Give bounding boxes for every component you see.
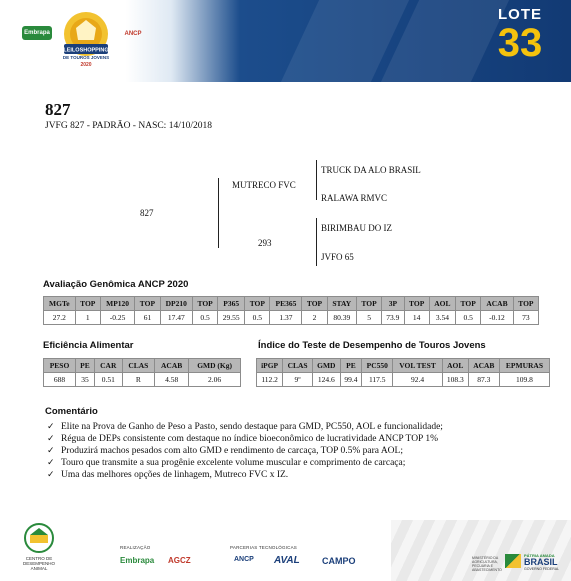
table-cell: 27.2 <box>44 311 76 325</box>
table-header: EPMURAS <box>499 359 549 373</box>
table-header: AOL <box>442 359 468 373</box>
table-cell: 61 <box>135 311 160 325</box>
pedigree-dam-sire: BIRIMBAU DO IZ <box>321 223 392 233</box>
table-cell: 29.55 <box>218 311 245 325</box>
table-header: PESO <box>44 359 76 373</box>
list-item: ✓ Produzirá machos pesados com alto GMD e rendimento de carcaça, TOP 0.5% para AOL; <box>45 445 545 457</box>
table-header: TOP <box>193 297 218 311</box>
event-line2: DE TOUROS JOVENS <box>62 55 110 60</box>
event-logo <box>54 8 118 72</box>
realizacao-embrapa: Embrapa <box>120 556 155 565</box>
comments-title: Comentário <box>45 406 98 417</box>
table-row <box>44 311 539 325</box>
table-cell: 124.6 <box>312 373 340 387</box>
table-cell: 2 <box>302 311 327 325</box>
table-header: P365 <box>218 297 245 311</box>
table-cell: 2.06 <box>189 373 241 387</box>
page-header <box>0 0 571 82</box>
table-cell: R <box>122 373 155 387</box>
genomic-table <box>43 296 539 325</box>
table-header: TOP <box>302 297 327 311</box>
ministerio-text: MINISTÉRIO DA AGRICULTURA, PECUÁRIA E ABASTECIMENTO <box>472 556 502 572</box>
genomic-title: Avaliação Genômica ANCP 2020 <box>43 279 189 290</box>
table-cell: -0.25 <box>100 311 135 325</box>
table-header: GMD (Kg) <box>189 359 241 373</box>
pedigree-dam: 293 <box>258 238 272 248</box>
table-header: 3P <box>382 297 404 311</box>
table-cell: 3.54 <box>429 311 455 325</box>
performance-title: Índice do Teste de Desempenho de Touros Jovens <box>258 340 486 351</box>
animal-name: 827 <box>45 100 71 119</box>
table-header: TOP <box>245 297 270 311</box>
table-cell: 17.47 <box>160 311 193 325</box>
table-header: ACAB <box>155 359 189 373</box>
pedigree-sire-dam: RALAWA RMVC <box>321 193 388 203</box>
lote-box <box>491 6 549 63</box>
event-line1: LEILOSHOPPING <box>63 47 109 54</box>
comments-list <box>45 421 545 481</box>
parceria-campo: CAMPO <box>322 556 356 566</box>
embrapa-logo: Embrapa <box>22 26 52 40</box>
parceria-ancp: ANCP <box>234 556 254 563</box>
parceria-aval: AVAL <box>274 555 300 566</box>
realizacao-agcz: AGCZ <box>168 556 191 565</box>
list-item: ✓ Touro que transmite a sua progênie excelente volume muscular e comprimento de carcaça; <box>45 457 545 469</box>
pedigree-sire: MUTRECO FVC <box>232 180 296 190</box>
table-header: PE <box>75 359 94 373</box>
table-cell: 14 <box>404 311 429 325</box>
table-cell: 0.51 <box>94 373 122 387</box>
table-cell: 4.58 <box>155 373 189 387</box>
list-item: ✓ Uma das melhores opções de linhagem, Mutreco FVC x IZ. <box>45 469 545 481</box>
table-cell: 688 <box>44 373 76 387</box>
table-cell: 112.2 <box>257 373 283 387</box>
table-cell: 0.5 <box>193 311 218 325</box>
parcerias-label: PARCERIAS TECNOLÓGICAS <box>230 545 297 550</box>
table-header: iPGP <box>257 359 283 373</box>
table-header: TOP <box>75 297 100 311</box>
list-item: ✓ Régua de DEPs consistente com destaque no índice bioeconômico de lucratividade ANCP TOP 1% <box>45 433 545 445</box>
table-cell: 9º <box>283 373 313 387</box>
brasil-flag-icon <box>505 554 521 568</box>
feed-title: Eficiência Alimentar <box>43 340 134 351</box>
centro-logo <box>24 522 54 554</box>
animal-subtitle: JVFG 827 - PADRÃO - NASC: 14/10/2018 <box>45 121 212 131</box>
centro-text: CENTRO DE DESEMPENHO ANIMAL <box>22 556 55 571</box>
table-header: ACAB <box>481 297 514 311</box>
table-cell: 109.8 <box>499 373 549 387</box>
ancp-logo: ANCP <box>124 31 142 37</box>
table-cell: 1.37 <box>270 311 302 325</box>
table-cell: 1 <box>75 311 100 325</box>
gov-line3: GOVERNO FEDERAL <box>524 567 560 571</box>
table-header: DP210 <box>160 297 193 311</box>
table-header: CLAS <box>122 359 155 373</box>
table-header: PE365 <box>270 297 302 311</box>
event-year: 2020 <box>80 62 92 68</box>
table-header: TOP <box>513 297 538 311</box>
pedigree-sire-sire: TRUCK DA ALO BRASIL <box>321 165 421 175</box>
table-header: TOP <box>404 297 429 311</box>
table-header: VOL TEST <box>393 359 442 373</box>
table-cell: 73 <box>513 311 538 325</box>
comments-section <box>45 406 545 481</box>
table-cell: -0.12 <box>481 311 514 325</box>
table-header: CAR <box>94 359 122 373</box>
table-cell: 117.5 <box>362 373 393 387</box>
table-header: TOP <box>135 297 160 311</box>
table-cell: 0.5 <box>456 311 481 325</box>
table-cell: 87.3 <box>468 373 499 387</box>
table-header: TOP <box>357 297 382 311</box>
table-header: AOL <box>429 297 455 311</box>
lote-number: 33 <box>497 21 543 65</box>
table-cell: 80.39 <box>327 311 356 325</box>
table-row <box>44 373 241 387</box>
table-cell: 35 <box>75 373 94 387</box>
table-cell: 99.4 <box>340 373 362 387</box>
table-header: MGTe <box>44 297 76 311</box>
table-header: PE <box>340 359 362 373</box>
table-header: PC550 <box>362 359 393 373</box>
table-cell: 108.3 <box>442 373 468 387</box>
table-header-row <box>44 359 241 373</box>
table-header: MP120 <box>100 297 135 311</box>
realizacao-label: REALIZAÇÃO <box>120 545 151 550</box>
table-header: CLAS <box>283 359 313 373</box>
pedigree-self: 827 <box>140 208 154 218</box>
performance-table <box>256 358 550 387</box>
table-header: STAY <box>327 297 356 311</box>
list-item: ✓ Elite na Prova de Ganho de Peso a Pasto, sendo destaque para GMD, PC550, AOL e funcionalidade; <box>45 421 545 433</box>
pedigree-line <box>218 178 219 248</box>
pedigree-line <box>316 218 317 266</box>
table-header: GMD <box>312 359 340 373</box>
gov-line1: PÁTRIA AMADA <box>524 553 555 558</box>
pedigree-dam-dam: JVFO 65 <box>321 252 354 262</box>
table-cell: 5 <box>357 311 382 325</box>
table-row <box>257 373 550 387</box>
table-header-row <box>44 297 539 311</box>
table-cell: 92.4 <box>393 373 442 387</box>
table-cell: 73.9 <box>382 311 404 325</box>
table-header-row <box>257 359 550 373</box>
feed-table <box>43 358 241 387</box>
lote-label: LOTE <box>498 6 542 23</box>
pedigree-line <box>316 160 317 200</box>
gov-line2: BRASIL <box>524 557 558 567</box>
table-cell: 0.5 <box>245 311 270 325</box>
table-header: ACAB <box>468 359 499 373</box>
table-header: TOP <box>456 297 481 311</box>
